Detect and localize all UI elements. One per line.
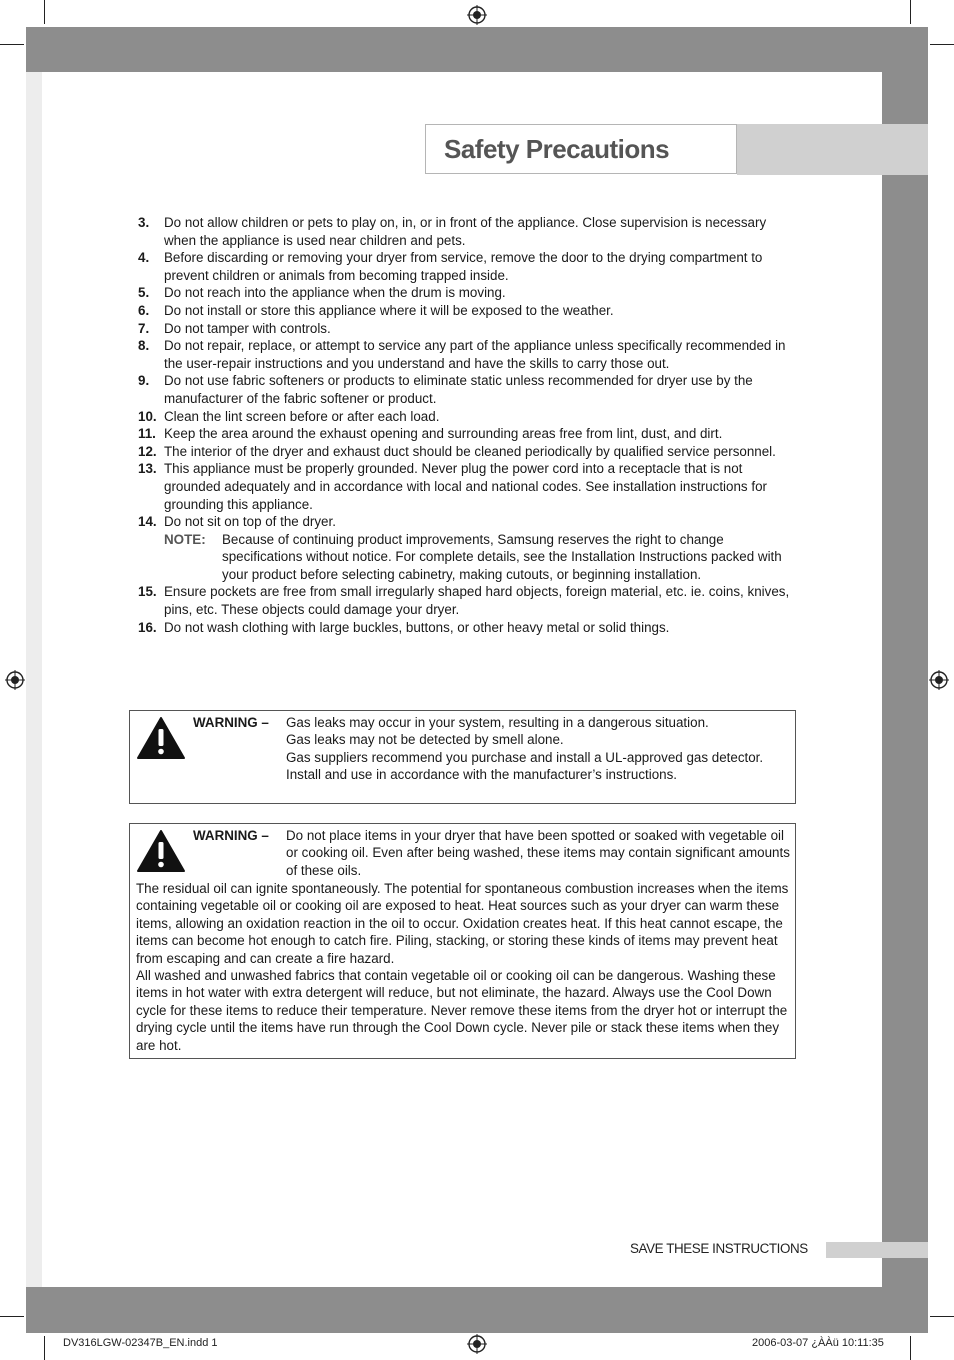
warning-paragraph: All washed and unwashed fabrics that contain vegetable oil or cooking oil can be dangerous. Washing these items in hot water with extra detergent will reduce, but not eliminate, the hazard. Always use the Cool Down cycle for these items to reduce their temperature. Never remove these items from the dryer hot or interrupt the drying cycle until the items have run through the Cool Down cycle. Never pile or stack these items when they are hot. [136, 968, 788, 1053]
title-accent-bar [737, 124, 928, 175]
crop-mark [0, 1316, 24, 1317]
list-item: 14. Do not sit on top of the dryer. [138, 514, 336, 530]
list-item: 3. Do not allow children or pets to play on, in, or in front of the appliance. Close supervision is necessary when the appliance is used near children and pets. [138, 215, 767, 248]
list-item: 10. Clean the lint screen before or after each load. [138, 408, 440, 424]
warning-paragraph: The residual oil can ignite spontaneously. The potential for spontaneous combustion increases when the items containing vegetable oil or cooking oil are exposed to heat. Heat sources such as your dryer can warm these items, allowing an oxidation reaction in the oil to occur. Oxidation creates heat. If this heat cannot escape, the items can become hot enough to catch fire. Piling, stacking, or storing these kinds of items may prevent heat from escaping and can create a fire hazard. [136, 881, 789, 966]
note-label: NOTE: [164, 531, 206, 547]
note-text: Because of continuing product improvements, Samsung reserves the right to change specifications without notice. For complete details, see the Installation Instructions packed with your product before selecting cabinetry, making cutouts, or beginning installation. [222, 531, 782, 582]
page-frame-right [882, 72, 928, 1287]
registration-mark-icon [929, 670, 949, 690]
gas-leak-warning-box [129, 710, 796, 804]
list-item: 12. The interior of the dryer and exhaust duct should be cleaned periodically by qualified service personnel. [138, 443, 776, 459]
crop-mark [0, 44, 24, 45]
list-item: 5. Do not reach into the appliance when the drum is moving. [138, 285, 506, 301]
crop-mark [44, 1336, 45, 1360]
registration-mark-icon [5, 670, 25, 690]
list-item: 15. Ensure pockets are free from small irregularly shaped hard objects, foreign material, etc. ie. coins, knives, pins, etc. These objects could damage your dryer. [138, 584, 790, 618]
page-frame-bottom [26, 1287, 928, 1333]
crop-mark [930, 44, 954, 45]
warning-body [136, 880, 791, 1054]
crop-mark [910, 0, 911, 24]
list-item: 8. Do not repair, replace, or attempt to service any part of the appliance unless specifically recommended in the user-repair instructions and you understand and have the skills to carry those out. [138, 338, 786, 371]
list-item: 4. Before discarding or removing your dryer from service, remove the door to the drying compartment to prevent children or animals from becoming trapped inside. [138, 250, 763, 283]
title-box [425, 124, 737, 174]
warning-label: WARNING – [193, 715, 269, 730]
list-item: 7. Do not tamper with controls. [138, 320, 331, 336]
oil-fire-warning-box [129, 823, 796, 1059]
safety-list [138, 214, 798, 636]
page-frame-top [26, 27, 928, 72]
list-item: 9. Do not use fabric softeners or products to eliminate static unless recommended for dryer use by the manufacturer of the fabric softener or product. [138, 373, 753, 406]
page-title: Safety Precautions [444, 134, 670, 164]
file-slug: DV316LGW-02347B_EN.indd 1 [63, 1337, 218, 1349]
warning-triangle-icon [136, 716, 186, 760]
warning-intro: Do not place items in your dryer that have been spotted or soaked with vegetable oil or cooking oil. Even after being washed, these items may contain significant amounts of these oils. [286, 828, 790, 878]
save-instructions-label: SAVE THESE INSTRUCTIONS [630, 1241, 808, 1256]
list-item: 16. Do not wash clothing with large buckles, buttons, or other heavy metal or solid things. [138, 619, 670, 635]
list-item: 6. Do not install or store this appliance where it will be exposed to the weather. [138, 302, 614, 318]
registration-mark-icon [467, 1334, 487, 1354]
crop-mark [930, 1316, 954, 1317]
warning-label: WARNING – [193, 828, 269, 843]
list-item: 11. Keep the area around the exhaust opening and surrounding areas free from lint, dust, and dirt. [138, 426, 723, 442]
save-instructions-bar [826, 1242, 928, 1258]
warning-text: Gas leaks may occur in your system, resulting in a dangerous situation. Gas leaks may not be detected by smell alone. Gas suppliers recommend you purchase and install a UL-approved gas detector. Install and use in accordance with the manufacturer’s instructions. [286, 715, 764, 783]
note [164, 531, 798, 584]
crop-mark [44, 0, 45, 24]
timestamp-slug: 2006-03-07 ¿ÀÀü 10:11:35 [752, 1337, 884, 1349]
crop-mark [910, 1336, 911, 1360]
list-item: 13. This appliance must be properly grounded. Never plug the power cord into a receptacle that is not grounded adequately and in accordance with local and national codes. See installation instructions for grounding this appliance. [138, 461, 767, 512]
warning-triangle-icon [136, 829, 186, 873]
registration-mark-icon [467, 5, 487, 25]
page-frame-left [26, 72, 42, 1287]
